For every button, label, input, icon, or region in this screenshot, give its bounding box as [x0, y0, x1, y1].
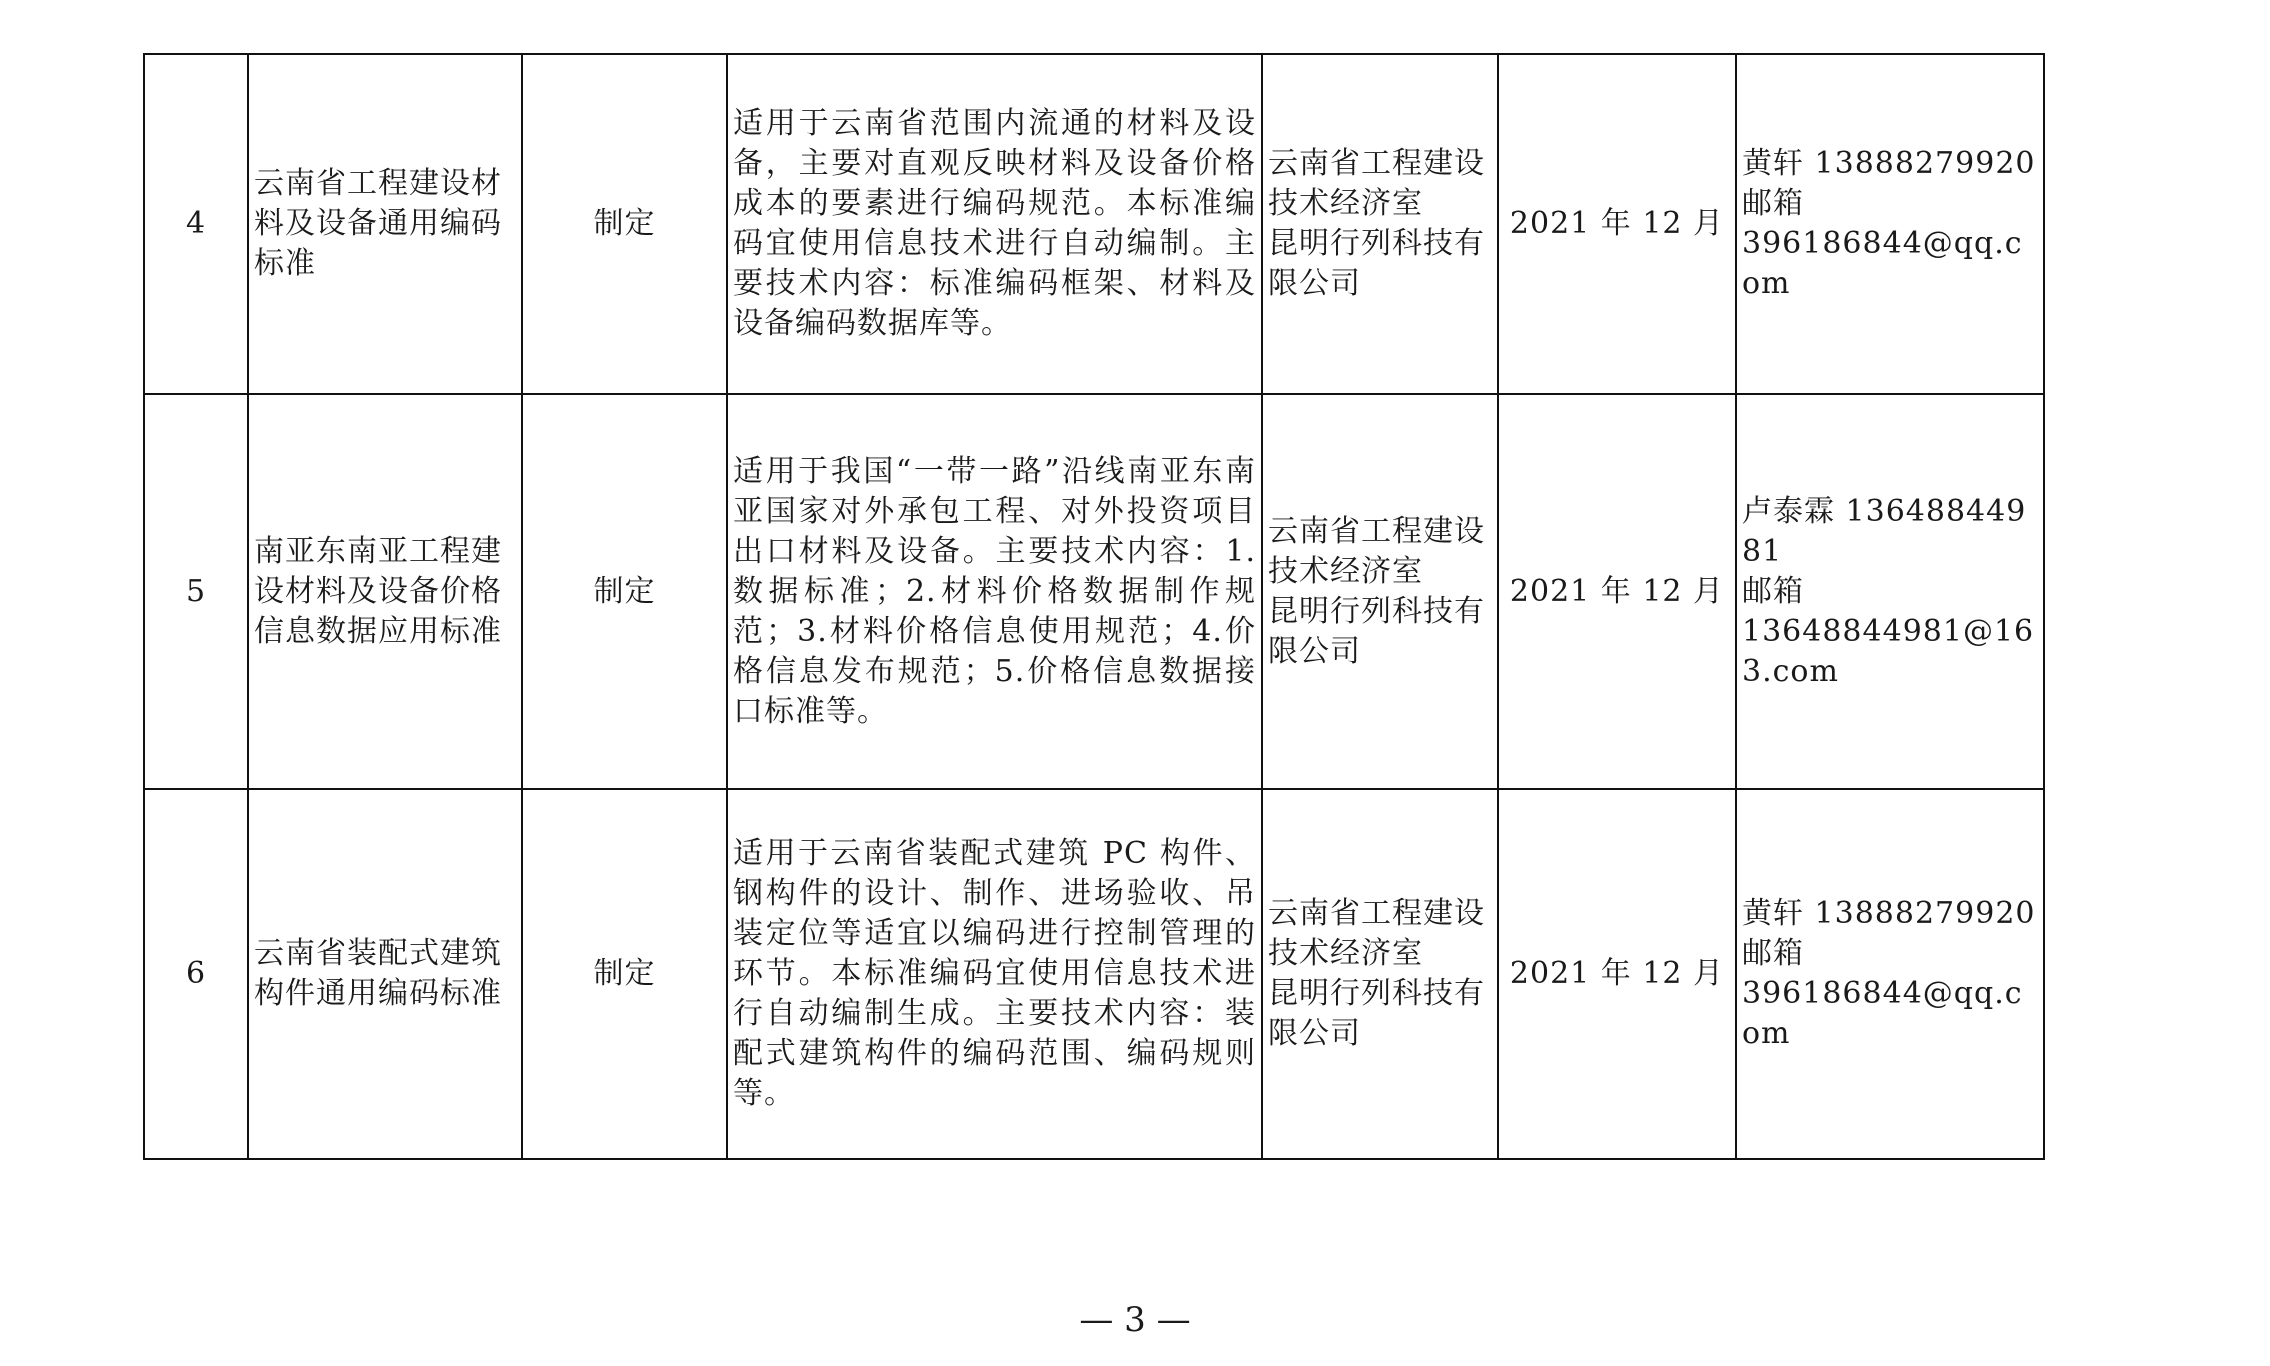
organization [1262, 789, 1498, 1159]
organization-line: 技术经济室 [1268, 553, 1423, 589]
contact-person: 黄轩 13888279920 [1742, 896, 2036, 931]
completion-date: 2021 年 12 月 [1498, 789, 1736, 1159]
standard-name: 云南省装配式建筑构件通用编码标准 [248, 789, 522, 1159]
contact-email: 396186844@qq.com [1742, 226, 2023, 301]
organization-line: 技术经济室 [1268, 186, 1423, 221]
contact-info [1736, 789, 2044, 1159]
project-type: 制定 [522, 789, 727, 1159]
row-number: 4 [144, 54, 248, 394]
organization-line: 技术经济室 [1268, 936, 1423, 971]
organization-line: 限公司 [1268, 633, 1361, 669]
organization-line: 云南省工程建设 [1268, 896, 1485, 931]
standard-name: 云南省工程建设材料及设备通用编码标准 [248, 54, 522, 394]
organization-line: 昆明行列科技有 [1268, 226, 1485, 261]
table-row [144, 54, 2044, 394]
scope-description: 适用于云南省范围内流通的材料及设备，主要对直观反映材料及设备价格成本的要素进行编码规范。本标准编码宜使用信息技术进行自动编制。主要技术内容：标准编码框架、材料及设备编码数据库等。 [727, 54, 1262, 394]
row-number: 5 [144, 394, 248, 789]
contact-info [1736, 394, 2044, 789]
contact-email: 396186844@qq.com [1742, 976, 2023, 1051]
contact-email: 13648844981@163.com [1742, 613, 2035, 689]
row-number: 6 [144, 789, 248, 1159]
completion-date: 2021 年 12 月 [1498, 54, 1736, 394]
contact-email-label: 邮箱 [1742, 936, 1804, 971]
project-type: 制定 [522, 54, 727, 394]
page-number: — 3 — [1079, 1300, 1191, 1340]
organization-line: 昆明行列科技有 [1268, 593, 1485, 629]
organization [1262, 394, 1498, 789]
standards-table [143, 53, 2045, 1160]
organization-line: 云南省工程建设 [1268, 146, 1485, 181]
organization-line: 昆明行列科技有 [1268, 976, 1485, 1011]
contact-email-label: 邮箱 [1742, 573, 1804, 609]
contact-email-label: 邮箱 [1742, 186, 1804, 221]
table-row [144, 394, 2044, 789]
table-row [144, 789, 2044, 1159]
organization-line: 限公司 [1268, 1016, 1361, 1051]
project-type: 制定 [522, 394, 727, 789]
scope-description: 适用于云南省装配式建筑 PC 构件、钢构件的设计、制作、进场验收、吊装定位等适宜以编码进行控制管理的环节。本标准编码宜使用信息技术进行自动编制生成。主要技术内容：装配式建筑构件的编码范围、编码规则等。 [727, 789, 1262, 1159]
contact-info [1736, 54, 2044, 394]
scope-description: 适用于我国“一带一路”沿线南亚东南亚国家对外承包工程、对外投资项目出口材料及设备。主要技术内容：1.数据标准；2.材料价格数据制作规范；3.材料价格信息使用规范；4.价格信息发布规范；5.价格信息数据接口标准等。 [727, 394, 1262, 789]
standard-name: 南亚东南亚工程建设材料及设备价格信息数据应用标准 [248, 394, 522, 789]
organization-line: 限公司 [1268, 266, 1361, 301]
organization [1262, 54, 1498, 394]
contact-person: 卢泰霖 13648844981 [1742, 493, 2027, 569]
contact-person: 黄轩 13888279920 [1742, 146, 2036, 181]
completion-date: 2021 年 12 月 [1498, 394, 1736, 789]
organization-line: 云南省工程建设 [1268, 513, 1485, 549]
